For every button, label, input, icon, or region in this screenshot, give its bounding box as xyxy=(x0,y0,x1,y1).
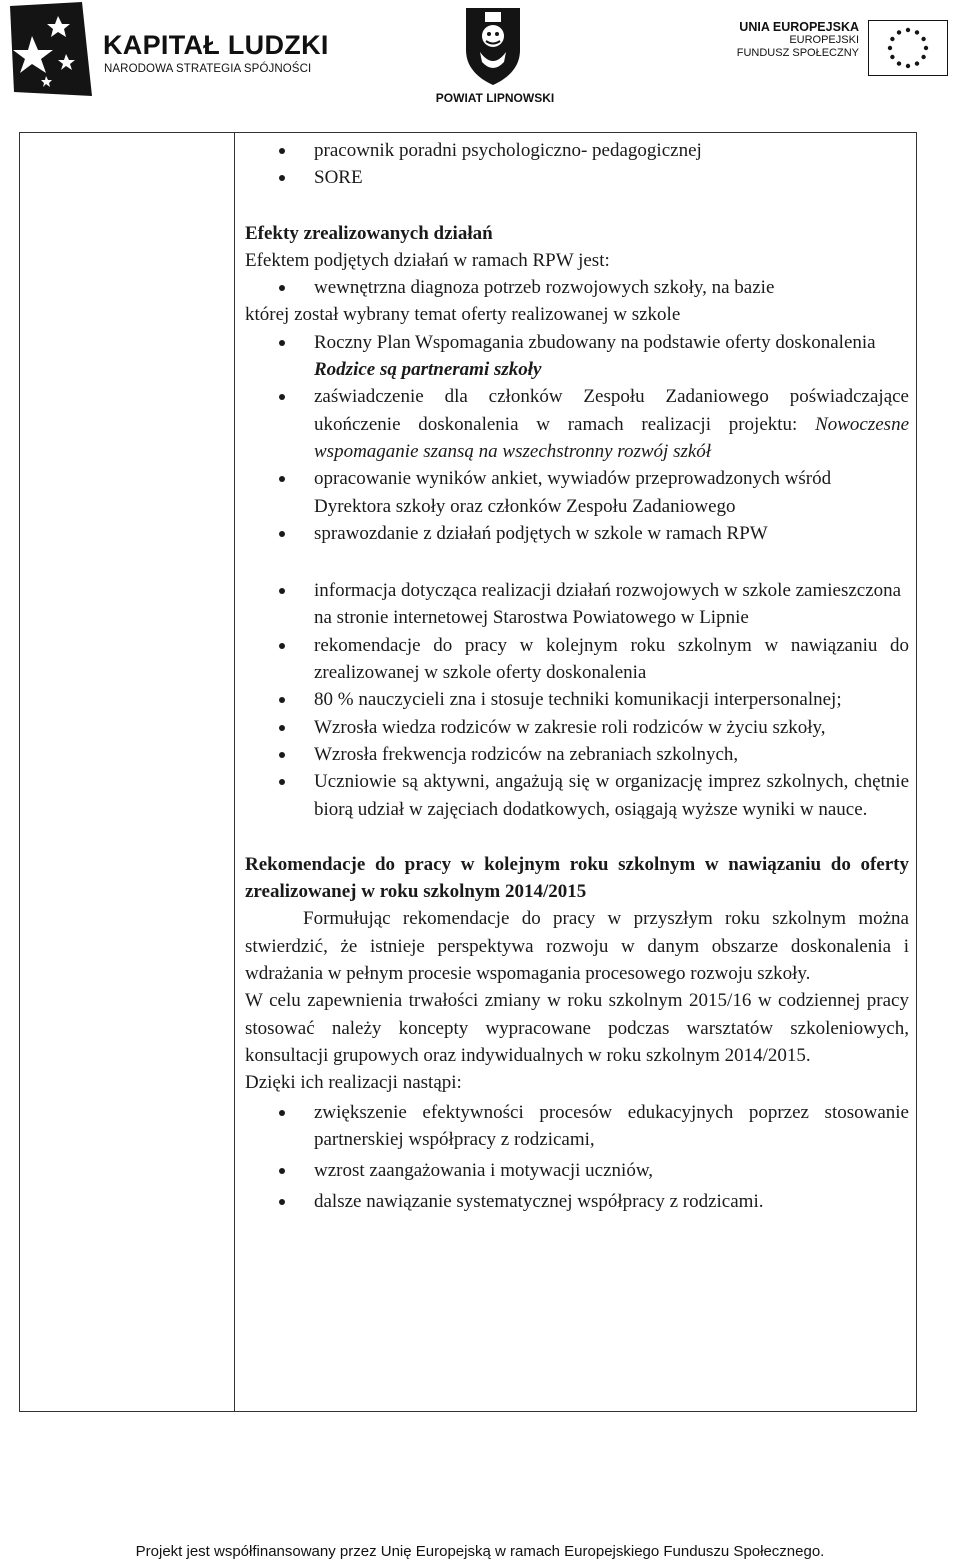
list-item xyxy=(245,577,909,632)
list-item xyxy=(245,686,909,713)
effects-list-3 xyxy=(245,577,909,823)
list-item xyxy=(245,465,909,520)
list-item-emphasis: Nowoczesne wspomaganie szansą na wszechstronny rozwój szkół xyxy=(314,413,909,462)
list-item xyxy=(245,520,909,547)
bullet-icon xyxy=(279,752,285,758)
list-item-text: Wzrosła wiedza rodziców w zakresie roli rodziców w życiu szkoły, xyxy=(314,716,826,738)
list-item-text: wewnętrzna diagnoza potrzeb rozwojowych szkoły, na bazie xyxy=(314,277,775,299)
list-item xyxy=(245,329,909,384)
list-item xyxy=(245,768,909,823)
list-item-text: Uczniowie są aktywni, angażują się w organizację imprez szkolnych, chętnie biorą udział w zajęciach dodatkowych, osiągają wyższe wyniki w nauce. xyxy=(314,771,909,820)
list-item-text: SORE xyxy=(314,167,363,189)
bullet-icon xyxy=(279,779,285,785)
list-item xyxy=(245,164,909,191)
list-item xyxy=(245,714,909,741)
recommendations-paragraph-1: Formułując rekomendacje do pracy w przyszłym roku szkolnym można stwierdzić, że istnieje perspektywa rozwoju w danym obszarze doskonalenia i wdrażania w pełnym procesie wspomagania procesowego rozwoju szkoły. xyxy=(245,908,909,985)
powiat-caption: POWIAT LIPNOWSKI xyxy=(435,91,555,105)
bullet-icon xyxy=(279,588,285,594)
list-item xyxy=(245,632,909,687)
bullet-icon xyxy=(279,340,285,346)
page-header xyxy=(0,0,960,110)
list-item-text: Roczny Plan Wspomagania zbudowany na podstawie oferty doskonalenia xyxy=(314,331,876,353)
list-item-text: sprawozdanie z działań podjętych w szkole w ramach RPW xyxy=(314,522,768,544)
table-right-column xyxy=(245,133,909,1411)
page-footer: Projekt jest współfinansowany przez Unię Europejską w ramach Europejskiego Funduszu Społecznego. xyxy=(135,1543,825,1560)
list-item-text: zaświadczenie dla członków Zespołu Zadaniowego poświadczające ukończenie doskonalenia w ramach realizacji projektu: xyxy=(314,386,909,435)
kapital-ludzki-subtitle: NARODOWA STRATEGIA SPÓJNOŚCI xyxy=(104,63,312,75)
kapital-ludzki-emblem-icon xyxy=(10,2,92,96)
bullet-icon xyxy=(279,175,285,181)
bullet-icon xyxy=(279,394,285,400)
recommendations-paragraph-3: Dzięki ich realizacji nastąpi: xyxy=(245,1072,462,1094)
bullet-icon xyxy=(279,1168,285,1174)
list-item xyxy=(245,274,909,301)
bullet-icon xyxy=(279,531,285,537)
list-item-text: dalsze nawiązanie systematycznej współpracy z rodzicami. xyxy=(314,1191,764,1213)
list-item xyxy=(245,1188,909,1215)
table-left-column xyxy=(20,133,235,1411)
list-item-emphasis: Rodzice są partnerami szkoły xyxy=(314,359,542,381)
bullet-icon xyxy=(279,148,285,154)
bullet-icon xyxy=(279,725,285,731)
list-item xyxy=(245,1099,909,1154)
document-content xyxy=(245,137,909,1220)
list-item xyxy=(245,137,909,164)
bullet-icon xyxy=(279,1199,285,1205)
effects-intro: Efektem podjętych działań w ramach RPW jest: xyxy=(245,249,610,271)
effects-heading: Efekty zrealizowanych działań xyxy=(245,222,493,244)
eu-line-2: EUROPEJSKI xyxy=(789,34,859,46)
eu-line-1: UNIA EUROPEJSKA xyxy=(739,20,859,34)
list-item-text: opracowanie wyników ankiet, wywiadów przeprowadzonych wśród Dyrektora szkoły oraz członków Zespołu Zadaniowego xyxy=(314,468,832,517)
list-item xyxy=(245,741,909,768)
bullet-icon xyxy=(279,697,285,703)
effects-item1-continuation: której został wybrany temat oferty realizowanej w szkole xyxy=(245,304,681,326)
bullet-icon xyxy=(279,1110,285,1116)
list-item xyxy=(245,1157,909,1184)
effects-list xyxy=(245,274,909,301)
list-item-text: informacja dotycząca realizacji działań rozwojowych w szkole zamieszczona na stronie internetowej Starostwa Powiatowego w Lipnie xyxy=(314,580,902,629)
list-item-text: Wzrosła frekwencja rodziców na zebraniach szkolnych, xyxy=(314,743,739,765)
eu-logo-text xyxy=(735,20,859,60)
kapital-ludzki-logo xyxy=(10,2,329,96)
bullet-icon xyxy=(279,285,285,291)
list-item-text: pracownik poradni psychologiczno- pedagogicznej xyxy=(314,140,702,161)
powiat-crest-icon xyxy=(464,4,522,86)
eu-line-3: FUNDUSZ SPOŁECZNY xyxy=(736,47,859,59)
list-item-text: wzrost zaangażowania i motywacji uczniów, xyxy=(314,1160,654,1182)
powiat-lipnowski-logo xyxy=(420,4,570,108)
list-item-text: zwiększenie efektywności procesów edukacyjnych poprzez stosowanie partnerskiej współpracy z rodzicami, xyxy=(314,1101,909,1150)
recommendations-heading: Rekomendacje do pracy w kolejnym roku szkolnym w nawiązaniu do oferty zrealizowanej w roku szkolnym 2014/2015 xyxy=(245,853,909,903)
kapital-ludzki-title: KAPITAŁ LUDZKI xyxy=(103,30,329,60)
effects-list-2 xyxy=(245,329,909,547)
eu-flag-icon xyxy=(868,20,948,76)
content-table xyxy=(19,132,917,1412)
recommendations-list xyxy=(245,1099,909,1216)
eu-logo xyxy=(735,20,950,80)
participants-list xyxy=(245,137,909,192)
list-item xyxy=(245,383,909,465)
recommendations-paragraph-2: W celu zapewnienia trwałości zmiany w roku szkolnym 2015/16 w codziennej pracy stosować należy koncepty wypracowane podczas warsztatów szkoleniowych, konsultacji grupowych oraz indywidualnych w roku szkolnym 2014/2015. xyxy=(245,990,909,1066)
list-item-text: rekomendacje do pracy w kolejnym roku szkolnym w nawiązaniu do zrealizowanej w szkole oferty doskonalenia xyxy=(314,634,909,684)
list-item-text: 80 % nauczycieli zna i stosuje techniki komunikacji interpersonalnej; xyxy=(314,689,842,711)
bullet-icon xyxy=(279,643,285,649)
bullet-icon xyxy=(279,476,285,482)
